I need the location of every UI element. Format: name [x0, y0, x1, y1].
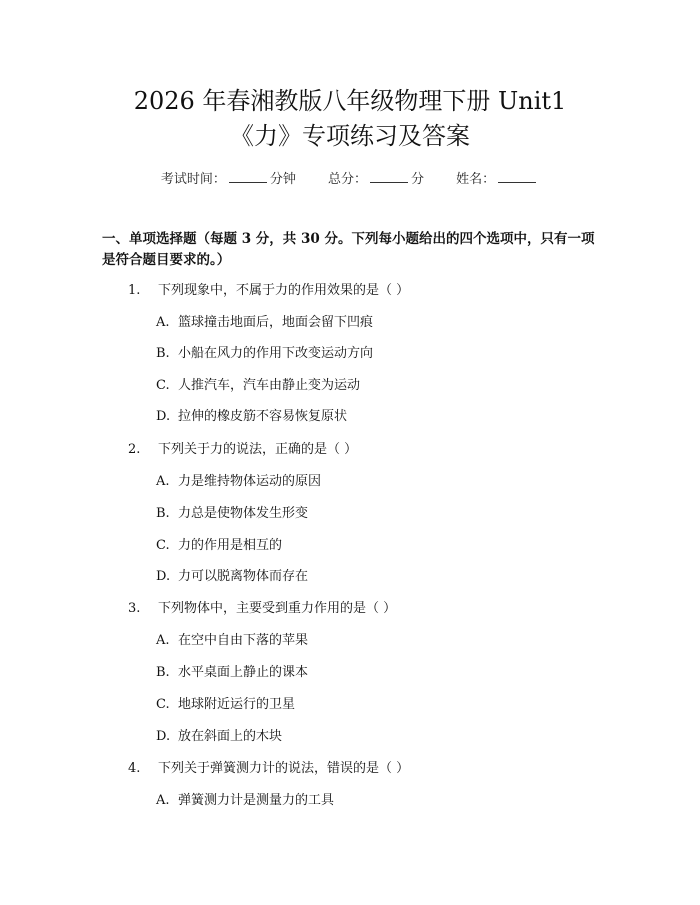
- question-3: [128, 600, 396, 618]
- question-1-option-a: [156, 314, 373, 332]
- exam-time-label: 考试时间：: [160, 172, 226, 187]
- option-text: 力可以脱离物体而存在: [178, 569, 309, 584]
- total-score-blank: [370, 170, 408, 183]
- option-letter: D.: [156, 569, 171, 584]
- section-heading-single-choice: 一、单项选择题（每题 3 分，共 30 分。下列每小题给出的四个选项中，只有一项是符合题目要求的。）: [102, 231, 595, 268]
- option-letter: B.: [156, 346, 170, 361]
- question-3-option-b: [156, 664, 308, 682]
- option-text: 弹簧测力计是测量力的工具: [178, 793, 335, 808]
- option-letter: A.: [156, 315, 170, 330]
- student-name-field: [456, 168, 539, 187]
- option-text: 小船在风力的作用下改变运动方向: [178, 346, 374, 361]
- option-text: 水平桌面上静止的课本: [178, 665, 309, 680]
- option-text: 拉伸的橡皮筋不容易恢复原状: [178, 409, 348, 424]
- question-3-option-d: [156, 728, 282, 746]
- option-text: 放在斜面上的木块: [178, 729, 283, 744]
- exam-time-field: [161, 168, 296, 187]
- student-name-label: 姓名：: [456, 172, 496, 187]
- total-score-unit: 分: [411, 172, 425, 187]
- option-text: 力是维持物体运动的原因: [178, 474, 322, 489]
- question-2-option-b: [156, 505, 308, 523]
- question-stem: 下列物体中，主要受到重力作用的是（ ）: [158, 601, 397, 616]
- option-text: 地球附近运行的卫星: [178, 697, 296, 712]
- question-number: 4.: [128, 761, 141, 776]
- question-4: [128, 760, 409, 778]
- option-text: 篮球撞击地面后，地面会留下凹痕: [178, 315, 374, 330]
- option-letter: D.: [156, 729, 171, 744]
- option-letter: A.: [156, 633, 170, 648]
- question-1: [128, 282, 409, 300]
- option-letter: B.: [156, 665, 170, 680]
- exam-time-unit: 分钟: [269, 172, 296, 187]
- question-stem: 下列关于弹簧测力计的说法，错误的是（ ）: [158, 761, 410, 776]
- option-letter: D.: [156, 409, 171, 424]
- option-text: 在空中自由下落的苹果: [178, 633, 309, 648]
- question-1-option-c: [156, 377, 360, 395]
- option-letter: A.: [156, 793, 170, 808]
- document-title-line2: 《力》专项练习及答案: [230, 122, 470, 150]
- exam-time-blank: [229, 170, 267, 183]
- question-3-option-c: [156, 696, 295, 714]
- question-1-option-d: [156, 408, 347, 426]
- option-letter: C.: [156, 538, 170, 553]
- question-number: 1.: [128, 283, 141, 298]
- question-2: [128, 441, 357, 459]
- total-score-field: [328, 168, 424, 187]
- option-text: 人推汽车，汽车由静止变为运动: [178, 378, 361, 393]
- option-letter: B.: [156, 506, 170, 521]
- question-number: 3.: [128, 601, 141, 616]
- student-name-blank: [498, 170, 536, 183]
- question-3-option-a: [156, 632, 308, 650]
- question-1-option-b: [156, 345, 373, 363]
- question-2-option-d: [156, 568, 308, 586]
- option-letter: C.: [156, 697, 170, 712]
- option-letter: C.: [156, 378, 170, 393]
- question-number: 2.: [128, 442, 141, 457]
- exam-info-row: [0, 168, 700, 187]
- question-2-option-a: [156, 473, 321, 491]
- question-4-option-a: [156, 792, 334, 810]
- question-stem: 下列关于力的说法，正确的是（ ）: [158, 442, 358, 457]
- option-text: 力总是使物体发生形变: [178, 506, 309, 521]
- question-2-option-c: [156, 537, 282, 555]
- option-text: 力的作用是相互的: [178, 538, 283, 553]
- question-stem: 下列现象中，不属于力的作用效果的是（ ）: [158, 283, 410, 298]
- option-letter: A.: [156, 474, 170, 489]
- total-score-label: 总分：: [327, 172, 367, 187]
- document-title-line1: 2026 年春湘教版八年级物理下册 Unit1: [133, 87, 567, 115]
